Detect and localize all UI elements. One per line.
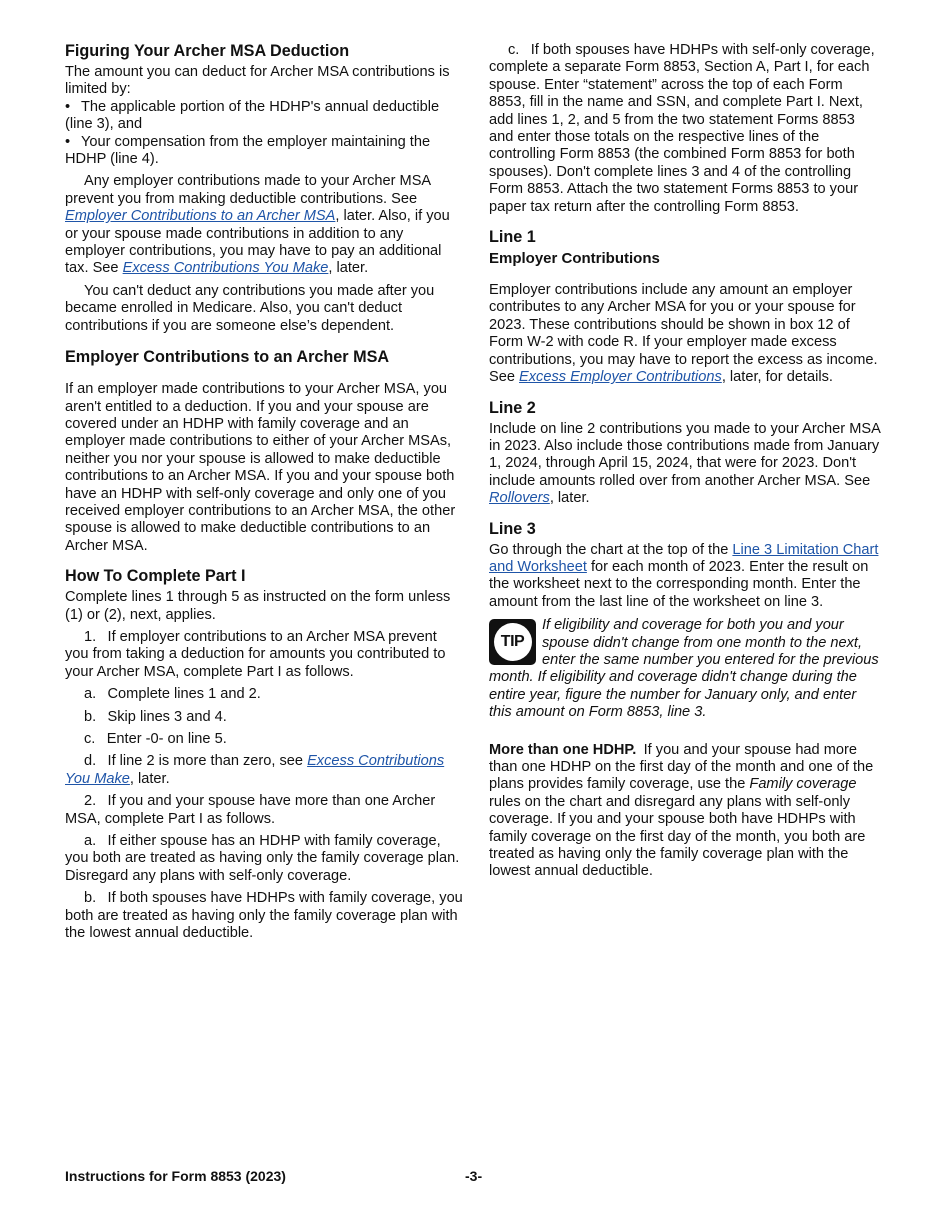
bullet-icon: •	[65, 98, 71, 115]
link-line3-limitation-chart[interactable]: Line 3 Limitation Chart and Worksheet	[489, 541, 879, 575]
list-item-2: 2. If you and your spouse have more than one Archer MSA, complete Part I as follows.	[65, 793, 436, 827]
paragraph-line-3: Go through the chart at the top of the Line 3 Limitation Chart and Worksheet for each month of 2023. Enter the result on the worksheet next to the corresponding month. Enter the amount from the last line of the worksheet on line 3.	[489, 541, 879, 610]
link-excess-contributions[interactable]: Excess Contributions You Make	[122, 260, 329, 277]
spacer	[489, 734, 881, 742]
list-item-1: 1. If employer contributions to an Archer MSA prevent you from taking a deduction for amounts you contributed to your Archer MSA, complete Part I as follows.	[65, 628, 446, 680]
list-item-1c: c. Enter -0- on line 5.	[84, 731, 227, 747]
heading-figuring-deduction: Figuring Your Archer MSA Deduction	[65, 42, 350, 60]
tip-box	[489, 617, 881, 721]
list-item-1b: b. Skip lines 3 and 4.	[84, 708, 227, 725]
subheading-employer-contributions: Employer Contributions	[489, 250, 660, 268]
tip-icon: TIP	[489, 619, 536, 665]
intro-text: The amount you can deduct for Archer MSA contributions is limited by:	[65, 64, 450, 98]
heading-how-to-complete: How To Complete Part I	[65, 567, 246, 586]
paragraph-more-than-one-hdhp: More than one HDHP. If you and your spouse had more than one HDHP on the first day of the month and one of the plans provides family coverage, use the Family coverage rules on the chart and disregard any plans with self-only coverage. If you and your spouse both have HDHPs with family coverage on the first day of the month, you both are treated as having only the family coverage plan with the lowest annual deductible.	[489, 741, 874, 880]
paragraph-line-2: Include on line 2 contributions you made to your Archer MSA in 2023. Also include those contributions made from January 1, 2024, through April 15, 2024, that were for 2023. Don't include amounts rolled over from another Archer MSA. See Rollovers, later.	[489, 420, 881, 507]
list-item-1a: a. Complete lines 1 and 2.	[84, 686, 261, 703]
bullet-item: • The applicable portion of the HDHP's annual deductible (line 3), and	[65, 98, 440, 133]
footer-title: Instructions for Form 8853 (2023)	[65, 1168, 286, 1184]
paragraph-part1-intro: Complete lines 1 through 5 as instructed on the form unless (1) or (2), next, applies.	[65, 589, 451, 623]
right-column	[489, 42, 881, 886]
link-excess-contributions-2[interactable]: Excess Contributions You Make	[65, 753, 445, 787]
list-item-1d: d. If line 2 is more than zero, see Excess Contributions You Make, later.	[65, 753, 445, 787]
list-item-2b: b. If both spouses have HDHPs with family coverage, you both are treated as having only the family coverage plan with the lowest annual deductible.	[65, 890, 463, 942]
paragraph-employer-prevent: Any employer contributions made to your Archer MSA prevent you from making deductible contributions. See Employer Contributions to an Archer MSA, later. Also, if you or your spouse made contributions in addition to any employer contributions, you may have to pay an additional tax. See Excess Contributions You Make, later.	[65, 173, 450, 277]
link-excess-employer-contributions[interactable]: Excess Employer Contributions	[519, 369, 722, 386]
page-number: -3-	[465, 1168, 483, 1184]
paragraph-medicare: You can't deduct any contributions you made after you became enrolled in Medicare. Also, you can't deduct contributions if you are someone else’s dependent.	[65, 282, 435, 334]
tip-text: If eligibility and coverage for both you and your spouse didn't change from one month to the next, enter the same number you entered for the previous month. If eligibility and coverage didn't change during the entire year, figure the number for January only, and enter this amount on Form 8853, line 3.	[489, 617, 879, 721]
heading-line-1: Line 1	[489, 228, 536, 247]
bullet-icon: •	[65, 133, 71, 150]
spacer	[65, 340, 463, 348]
paragraph-employer-contributions: If an employer made contributions to your Archer MSA, you aren't entitled to a deduction. If you and your spouse are covered under an HDHP with family coverage and an employer made contributions to either of your Archer MSAs, neither you nor your spouse is allowed to make deductible contributions to an Archer MSA. If you and your spouse both have an HDHP with self-only coverage and only one of you received employer contributions to an Archer MSA, the other spouse is allowed to make deductible contributions to an Archer MSA.	[65, 381, 456, 554]
heading-employer-contributions: Employer Contributions to an Archer MSA	[65, 348, 390, 367]
link-employer-contributions[interactable]: Employer Contributions to an Archer MSA	[65, 208, 336, 225]
heading-line-3: Line 3	[489, 519, 536, 538]
left-column	[65, 42, 463, 947]
bullet-item: • Your compensation from the employer maintaining the HDHP (line 4).	[65, 133, 431, 168]
heading-line-2: Line 2	[489, 398, 536, 417]
paragraph-line-1: Employer contributions include any amount an employer contributes to any Archer MSA for you or your spouse for 2023. These contributions should be shown in box 12 of Form W-2 with code R. If your employer made excess contributions, you may have to report the excess as income. See Excess Employer Contributions, later, for details.	[489, 282, 878, 386]
list-item-2c: c. If both spouses have HDHPs with self-only coverage, complete a separate Form 8853, Section A, Part I, for each spouse. Enter “statement” across the top of each Form 8853, fill in the name and SSN, and complete Part I. Next, add lines 1, 2, and 5 from the two statement Forms 8853 and enter those totals on the respective lines of the controlling Form 8853 (the combined Form 8853 for both spouses). Don't complete lines 3 and 4 of the controlling Form 8853. Attach the two statement Forms 8853 to your paper tax return after the controlling Form 8853.	[489, 42, 875, 215]
link-rollovers[interactable]: Rollovers	[489, 490, 550, 507]
list-item-2a: a. If either spouse has an HDHP with family coverage, you both are treated as having only the family coverage plan. Disregard any plans with self-only coverage.	[65, 833, 460, 884]
